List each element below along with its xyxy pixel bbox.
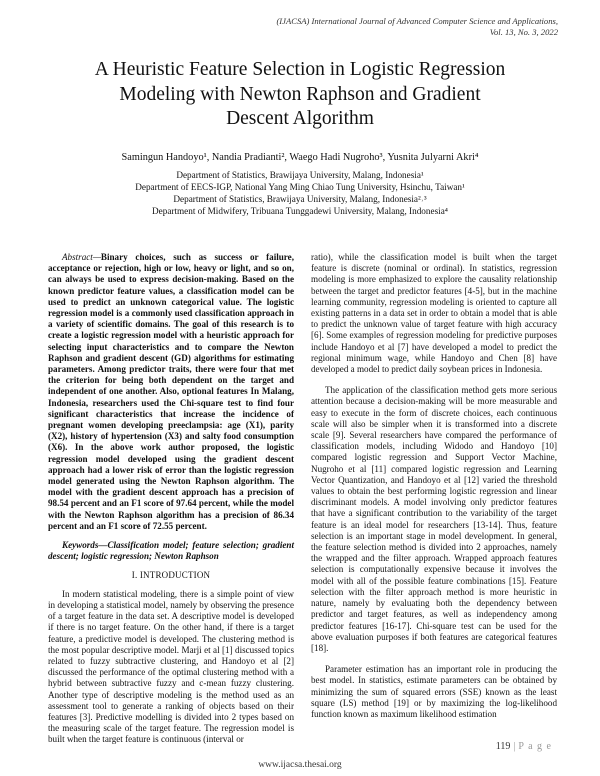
- page-number: 119: [495, 741, 511, 752]
- page-number-footer: [496, 741, 552, 752]
- author-list: Samingun Handoyo¹, Nandia Pradianti², Waego Hadi Nugroho³, Yusnita Julyarni Akri⁴: [121, 152, 479, 163]
- abstract-label: Abstract—: [62, 252, 101, 262]
- keywords: Keywords—Classification model; feature selection; gradient descent; logistic regression; Newton Raphson: [48, 540, 294, 562]
- page-separator: |: [513, 741, 516, 752]
- title-line-2: Modeling with Newton Raphson and Gradient: [119, 83, 481, 105]
- journal-url: www.ijacsa.thesai.org: [258, 760, 342, 770]
- right-paragraph-3: Parameter estimation has an important role in producing the best model. In statistics, estimate parameters can be obtained by minimizing the sum of squared errors (SSE) known as the least square (LS) method [19] or by maximizing the log-likelihood function known as maximum likelihood estimation: [311, 664, 557, 719]
- title-line-3: Descent Algorithm: [226, 108, 374, 129]
- right-paragraph-2: The application of the classification method gets more serious attention because a decision-making will be more measurable and easy to execute in the form of discrete choices, each continuous scale will also be simpler when it is transformed into a discrete scale [9]. Several researchers have compared the performance of classification models, including Widodo and Handoyo [10] compared logistic regression and Support Vector Machine, Nugroho et al [11] compared logistic regression and Learning Vector Quantization, and Handoyo et al [12] varied the threshold values to obtain the best performing logistic regression and linear discriminant models. A model involving only predictor features that have a significant contribution to the variability of the target feature is an ideal model for researchers [13-14]. Thus, feature selection is an important stage in model development. In general, the feature selection method is divided into 2 approaches, namely the wrapped and the filter approach. Wrapped approach features selection is computationally expensive because it involves the model with all of the possible feature combinations [15]. Feature selection with the filter approach method is more heuristic in nature, namely by evaluating both the dependency between predictor and target features, as well as independency among predictor features [16-17]. Chi-square test can be used for the above evaluation purposes if both features are categorical features [18].: [311, 385, 557, 653]
- journal-header: [198, 16, 558, 38]
- paper-title: [40, 58, 560, 132]
- intro-paragraph: In modern statistical modeling, there is a simple point of view in developing a statistical model, namely by observing the presence of a target feature in the data set. A descriptive model is developed if there is no target feature. On the other hand, if there is a target feature, a predictive model is developed. The clustering method is the most popular descriptive model. Marji et al [1] discussed topics related to fuzzy subtractive clustering, and Handoyo et al [2] discussed the performance of the optimal clustering method with a hybrid between subtractive fuzzy and c-mean fuzzy clustering. Another type of descriptive modeling is the method used as an assessment tool to generate a ranking of objects based on their features [3]. Predictive modelling is divided into 2 types based on the measuring scale of the target feature. The regression model is built when the target feature is continuous (interval or: [48, 588, 294, 745]
- affiliation-2: Department of EECS-IGP, National Yang Ming Chiao Tung University, Hsinchu, Taiwan¹: [135, 182, 465, 192]
- section-heading-introduction: I. INTRODUCTION: [131, 570, 211, 581]
- affiliation-1: Department of Statistics, Brawijaya University, Malang, Indonesia¹: [176, 170, 424, 180]
- right-paragraph-1: ratio), while the classification model is built when the target feature is discrete (nominal or ordinal). In statistics, regression modeling is more emphasized to explore the causality relationship between the target and predictor features [4-5], but in the machine learning community, regression modeling is oriented to capture all existing patterns in a data set in order to obtain a model that is able to predict the unknown value of target feature with high accuracy [6]. Some examples of regression modeling for predictive purposes include Handoyo et al [7] have developed a model to predict the regional minimum wage, while Handoyo and Chen [8] have developed a model to predict daily soybean prices in Indonesia.: [311, 252, 557, 375]
- affiliation-3: Department of Statistics, Brawijaya University, Malang, Indonesia²˒³: [173, 194, 427, 204]
- left-column: [48, 252, 294, 746]
- journal-volume: Vol. 13, No. 3, 2022: [489, 27, 558, 37]
- title-line-1: A Heuristic Feature Selection in Logistic Regression: [94, 59, 506, 80]
- journal-name: (IJACSA) International Journal of Advanced Computer Science and Applications,: [276, 16, 558, 26]
- right-column: [311, 252, 557, 720]
- affiliation-4: Department of Midwifery, Tribuana Tunggadewi University, Malang, Indonesia⁴: [152, 206, 448, 216]
- abstract: [48, 252, 294, 532]
- page-label: P a g e: [518, 741, 552, 752]
- abstract-text: Binary choices, such as success or failure, acceptance or rejection, high or low, heavy or light, and so on, can always be used to express decision-making. Based on the known predictor feature values, a classification model can be used to predict an unknown categorical value. The logistic regression model is a commonly used classification approach in a variety of scientific domains. The goal of this research is to create a logistic regression model with a heuristic approach for selecting input characteristics and to compare the Newton Raphson and gradient descent (GD) algorithms for estimating parameters. Among predictor traits, there were four that met the criterion for being both dependent on the target and independent of one another. Also, optional features In Malang, Indonesia, researchers used the Chi-square test to find four significant characteristics that increase the incidence of pregnant women developing preeclampsia: age (X1), parity (X2), history of hypertension (X3) and salty food consumption (X6). In the above work author proposed, the logistic regression model developed using the gradient descent approach had a lower risk of error than the logistic regression model generated using the Newton Raphson algorithm. The model with the gradient descent approach has a precision of 98.54 percent and an F1 score of 97.64 percent, while the model with the Newton Raphson algorithm has a precision of 86.34 percent and an F1 score of 72.55 percent.: [48, 252, 294, 531]
